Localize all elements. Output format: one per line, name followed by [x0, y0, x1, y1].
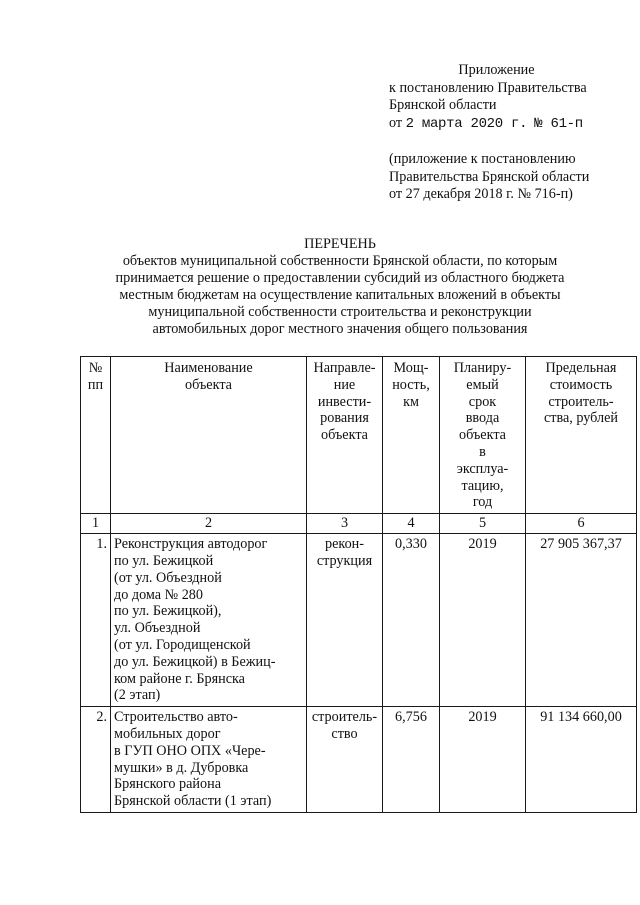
table-row: [81, 534, 637, 707]
header-number: № пп: [81, 357, 111, 514]
column-number-3: 3: [307, 514, 383, 534]
title-line-5: автомобильных дорог местного значения общего пользования: [152, 321, 528, 337]
appendix-line-2: Брянской области: [389, 97, 497, 113]
title-line-4: муниципальной собственности строительства и реконструкции: [148, 304, 532, 320]
column-number-4: 4: [383, 514, 440, 534]
row-capacity: 6,756: [383, 707, 440, 813]
column-number-1: 1: [81, 514, 111, 534]
header-max-cost: Предельная стоимость строитель- ства, рублей: [526, 357, 637, 514]
document-title: [90, 236, 590, 338]
column-number-6: 6: [526, 514, 637, 534]
column-number-5: 5: [440, 514, 526, 534]
row-cost: 27 905 367,37: [526, 534, 637, 707]
row-capacity: 0,330: [383, 534, 440, 707]
appendix-date-prefix: от: [389, 114, 403, 131]
row-direction: строитель- ство: [307, 707, 383, 813]
previous-appendix-block: [389, 151, 634, 204]
title-line-3: местным бюджетам на осуществление капитальных вложений в объекты: [119, 287, 561, 303]
row-object-name: Строительство авто- мобильных дорог в ГУП ОНО ОПХ «Чере- мушки» в д. Дубровка Брянского района Брянской области (1 этап): [111, 707, 307, 813]
appendix-number-value: № 61-п: [534, 115, 583, 132]
row-direction: рекон- струкция: [307, 534, 383, 707]
row-cost: 91 134 660,00: [526, 707, 637, 813]
title-line-1: объектов муниципальной собственности Брянской области, по которым: [122, 253, 558, 269]
row-year: 2019: [440, 707, 526, 813]
row-number: 1.: [81, 534, 111, 707]
appendix-title: Приложение: [458, 62, 535, 78]
header-investment-direction: Направле- ние инвести- рования объекта: [307, 357, 383, 514]
row-year: 2019: [440, 534, 526, 707]
header-object-name: Наименование объекта: [111, 357, 307, 514]
appendix-block: [389, 62, 634, 133]
previous-appendix-line-2: Правительства Брянской области: [389, 168, 590, 185]
title-line-2: принимается решение о предоставлении субсидий из областного бюджета: [115, 270, 565, 286]
column-numbers-row: [81, 514, 637, 534]
title-heading: ПЕРЕЧЕНЬ: [304, 236, 376, 252]
table-header-row: [81, 357, 637, 514]
column-number-2: 2: [111, 514, 307, 534]
previous-appendix-line-1: (приложение к постановлению: [389, 151, 576, 167]
objects-table: [80, 356, 637, 813]
appendix-line-1: к постановлению Правительства: [389, 79, 587, 96]
header-capacity: Мощ- ность, км: [383, 357, 440, 514]
row-object-name: Реконструкция автодорог по ул. Бежицкой (от ул. Объездной до дома № 280 по ул. Бежицкой), ул. Объездной (от ул. Городищенской до ул. Бежицкой) в Бежиц- ком районе г. Брянска (2 этап): [111, 534, 307, 707]
previous-appendix-line-3: от 27 декабря 2018 г. № 716-п): [389, 186, 573, 202]
appendix-date-line: [389, 115, 634, 134]
header-commissioning-year: Планиру- емый срок ввода объекта в эксплуа- тацию, год: [440, 357, 526, 514]
row-number: 2.: [81, 707, 111, 813]
appendix-date-value: 2 марта 2020 г.: [405, 115, 528, 132]
table-row: [81, 707, 637, 813]
